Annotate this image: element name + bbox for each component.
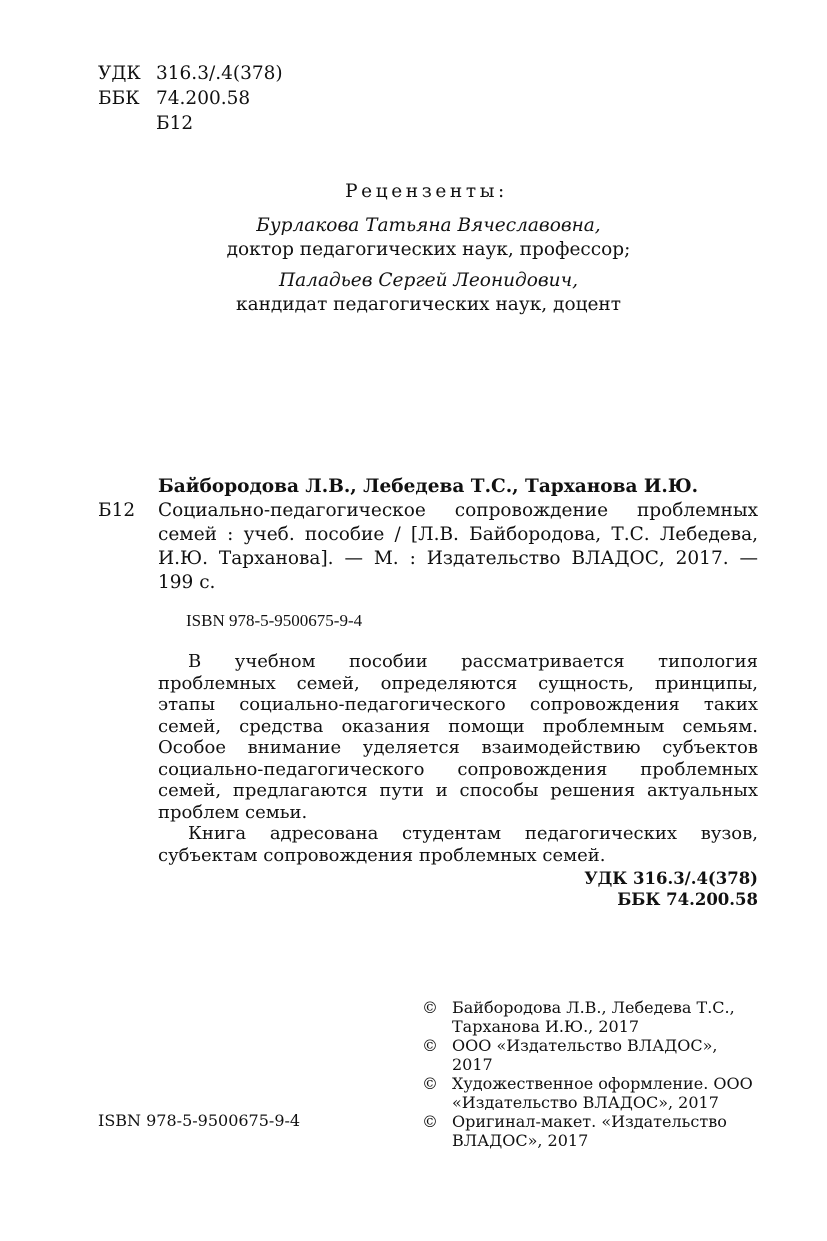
entry-code: Б12 [98,500,136,521]
reviewers-block [0,179,827,324]
copyright-item [422,998,762,1036]
annotation [158,651,758,910]
annotation-bbk: ББК 74.200.58 [617,890,758,909]
copyright-icon: © [422,998,438,1017]
entry-description: Социально-педагогическое сопровождение проблемных семей : учеб. пособие / [Л.В. Байбородова, Т.С. Лебедева, И.Ю. Тарханова]. — М. : Издательство ВЛАДОС, 2017. — 199 с. [158,500,758,593]
copyright-text: ООО «Издательство ВЛАДОС», 2017 [452,1036,718,1074]
classification-codes [98,61,283,136]
reviewer-1 [0,214,827,262]
annotation-codes [158,868,758,910]
reviewer-2 [0,269,827,317]
bibliographic-record [98,475,758,595]
udk-label: УДК [98,63,141,84]
isbn-bottom: ISBN 978-5-9500675-9-4 [98,1111,301,1130]
copyright-item [422,1036,762,1074]
copyright-item [422,1074,762,1112]
copyright-text: Оригинал-макет. «Издательство ВЛАДОС», 2017 [452,1112,727,1150]
copyright-text: Байбородова Л.В., Лебедева Т.С., Тарханова И.Ю., 2017 [452,998,735,1036]
reviewer-title: доктор педагогических наук, профессор; [226,239,631,260]
book-authors: Байбородова Л.В., Лебедева Т.С., Тарханова И.Ю. [158,476,699,497]
annotation-paragraph: В учебном пособии рассматривается типология проблемных семей, определяются сущность, принципы, этапы социально-педагогического сопровождения таких семей, средства оказания помощи проблемным семьям. Особое внимание уделяется взаимодействию субъектов социально-педагогического сопровождения проблемных семей, предлагаются пути и способы решения актуальных проблем семьи. [158,651,758,823]
bbk-row [98,86,283,111]
reviewer-title: кандидат педагогических наук, доцент [236,294,621,315]
reviewer-name: Паладьев Сергей Леонидович, [279,270,578,291]
copyright-icon: © [422,1036,438,1055]
copyright-block [422,998,762,1150]
udk-row [98,61,283,86]
bbk-value: 74.200.58 [156,88,251,109]
bbk-label: ББК [98,88,140,109]
author-mark-row [98,111,283,136]
copyright-icon: © [422,1074,438,1093]
reviewers-heading: Рецензенты: [345,181,508,202]
udk-value: 316.3/.4(378) [156,63,283,84]
copyright-item [422,1112,762,1150]
author-mark: Б12 [156,113,194,134]
copyright-text: Художественное оформление. ООО «Издательство ВЛАДОС», 2017 [452,1074,753,1112]
copyright-icon: © [422,1112,438,1131]
annotation-udk: УДК 316.3/.4(378) [584,869,758,888]
isbn-number: ISBN 978-5-9500675-9-4 [186,611,363,630]
reviewer-name: Бурлакова Татьяна Вячеславовна, [256,215,601,236]
bibliographic-entry [98,499,758,595]
annotation-paragraph: Книга адресована студентам педагогических вузов, субъектам сопровождения проблемных семей. [158,823,758,866]
